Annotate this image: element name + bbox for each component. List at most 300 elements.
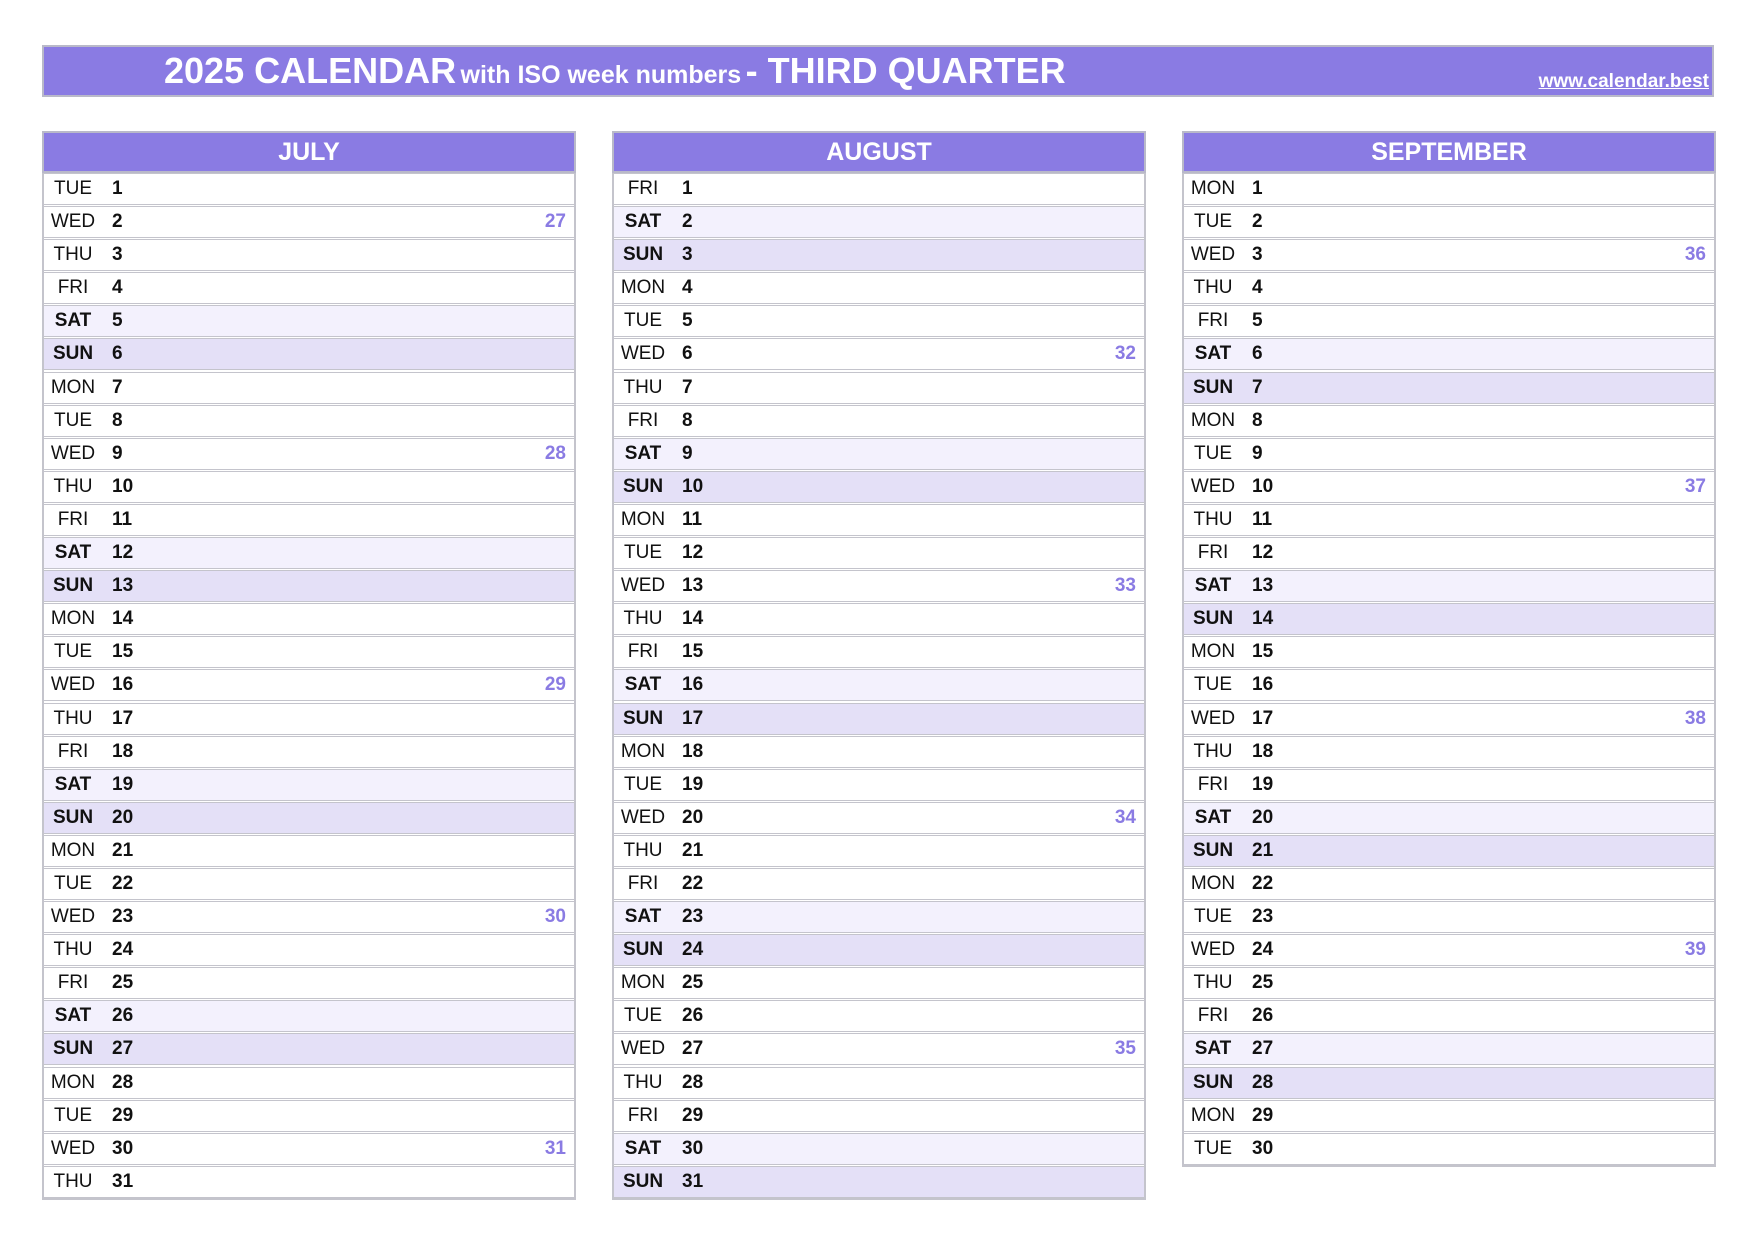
weekday-label: TUE (1194, 211, 1232, 233)
weekday-label: FRI (1197, 1005, 1229, 1027)
day-number: 24 (682, 939, 704, 961)
day-number: 8 (1252, 409, 1263, 431)
day-row (44, 438, 574, 470)
day-number: 20 (682, 806, 704, 828)
day-row (44, 1033, 574, 1065)
day-number: 1 (682, 178, 693, 199)
weekday-label: SUN (52, 806, 94, 828)
day-row (1184, 934, 1714, 966)
day-number: 4 (682, 277, 693, 299)
weekday-label: MON (620, 277, 666, 299)
day-number: 29 (682, 1104, 704, 1126)
weekday-label: THU (1193, 508, 1233, 530)
month-header: AUGUST (612, 131, 1146, 173)
weekday-label: THU (53, 707, 93, 729)
day-row (614, 305, 1144, 337)
iso-subtitle: with ISO week numbers (460, 61, 742, 89)
weekday-label: MON (620, 740, 666, 762)
day-number: 14 (112, 608, 134, 630)
day-row (614, 1000, 1144, 1032)
day-row (1184, 1100, 1714, 1132)
quarter-title: - THIRD QUARTER (745, 50, 1066, 91)
day-row (1184, 239, 1714, 271)
year-title: 2025 CALENDAR (164, 50, 457, 91)
day-number: 22 (112, 872, 134, 894)
weekday-label: WED (50, 211, 96, 233)
day-row (614, 1033, 1144, 1065)
month-header: SEPTEMBER (1182, 131, 1716, 173)
day-number: 11 (682, 508, 703, 530)
iso-week-number: 28 (544, 442, 566, 464)
weekday-label: TUE (54, 178, 92, 199)
day-number: 3 (682, 244, 693, 266)
weekday-label: FRI (627, 872, 659, 894)
day-number: 19 (1252, 773, 1274, 795)
day-number: 11 (1252, 508, 1273, 530)
day-row (1184, 636, 1714, 668)
day-number: 29 (112, 1104, 134, 1126)
weekday-label: WED (1190, 707, 1236, 729)
weekday-label: MON (1190, 641, 1236, 663)
weekday-label: SAT (624, 442, 662, 464)
day-number: 26 (112, 1005, 134, 1027)
day-number: 5 (1252, 310, 1263, 332)
weekday-label: WED (1190, 475, 1236, 497)
day-row (1184, 736, 1714, 768)
weekday-label: SUN (622, 475, 664, 497)
day-number: 8 (112, 409, 123, 431)
day-row (1184, 471, 1714, 503)
weekday-label: MON (1190, 178, 1236, 199)
day-row (44, 901, 574, 933)
day-number: 27 (1252, 1038, 1274, 1060)
day-row (44, 736, 574, 768)
day-row (44, 703, 574, 735)
day-row (614, 1166, 1144, 1198)
day-number: 21 (1252, 839, 1274, 861)
day-row (44, 173, 574, 205)
weekday-label: TUE (54, 641, 92, 663)
day-number: 28 (1252, 1071, 1274, 1093)
day-row (614, 802, 1144, 834)
weekday-label: SAT (624, 674, 662, 696)
day-row (1184, 272, 1714, 304)
day-number: 15 (112, 641, 134, 663)
day-number: 20 (1252, 806, 1274, 828)
day-row (1184, 1133, 1714, 1165)
day-number: 28 (682, 1071, 704, 1093)
day-row (1184, 868, 1714, 900)
day-number: 10 (1252, 475, 1274, 497)
day-row (44, 372, 574, 404)
day-row (44, 1166, 574, 1198)
day-number: 23 (1252, 906, 1274, 928)
day-row (44, 338, 574, 370)
day-number: 12 (1252, 542, 1274, 564)
weekday-label: FRI (1197, 310, 1229, 332)
day-row (614, 338, 1144, 370)
day-number: 1 (112, 178, 123, 199)
day-row (1184, 967, 1714, 999)
website-link[interactable]: www.calendar.best (1538, 71, 1709, 92)
day-row (44, 1067, 574, 1099)
weekday-label: THU (53, 939, 93, 961)
day-row (1184, 603, 1714, 635)
page-title (164, 51, 1066, 99)
day-number: 30 (112, 1137, 134, 1159)
weekday-label: FRI (627, 178, 659, 199)
day-number: 25 (682, 972, 704, 994)
weekday-label: SUN (622, 707, 664, 729)
weekday-label: FRI (57, 277, 89, 299)
weekday-label: FRI (627, 1104, 659, 1126)
weekday-label: FRI (57, 508, 89, 530)
day-number: 20 (112, 806, 134, 828)
day-row (44, 570, 574, 602)
day-number: 23 (112, 906, 134, 928)
iso-week-number: 30 (544, 906, 566, 928)
day-row (614, 239, 1144, 271)
day-row (44, 504, 574, 536)
day-number: 22 (1252, 872, 1274, 894)
day-number: 27 (682, 1038, 704, 1060)
weekday-label: SAT (1194, 575, 1232, 597)
day-row (1184, 504, 1714, 536)
day-number: 9 (1252, 442, 1263, 464)
day-number: 7 (1252, 376, 1263, 398)
weekday-label: MON (620, 508, 666, 530)
weekday-label: MON (50, 376, 96, 398)
weekday-label: THU (1193, 277, 1233, 299)
iso-week-number: 35 (1114, 1038, 1136, 1060)
day-row (614, 372, 1144, 404)
day-number: 12 (682, 542, 704, 564)
day-row (1184, 305, 1714, 337)
day-row (614, 537, 1144, 569)
day-row (1184, 901, 1714, 933)
day-row (44, 802, 574, 834)
day-number: 17 (112, 707, 134, 729)
weekday-label: WED (620, 575, 666, 597)
day-row (44, 835, 574, 867)
weekday-label: FRI (1197, 542, 1229, 564)
day-list (1182, 173, 1716, 1167)
day-number: 16 (112, 674, 134, 696)
weekday-label: SAT (624, 906, 662, 928)
weekday-label: MON (1190, 872, 1236, 894)
day-row (1184, 1033, 1714, 1065)
weekday-label: THU (623, 839, 663, 861)
day-number: 6 (112, 343, 123, 365)
day-row (44, 239, 574, 271)
weekday-label: TUE (624, 310, 662, 332)
weekday-label: MON (1190, 409, 1236, 431)
day-row (1184, 669, 1714, 701)
weekday-label: SUN (52, 1038, 94, 1060)
day-row (1184, 1000, 1714, 1032)
weekday-label: SUN (1192, 376, 1234, 398)
iso-week-number: 27 (544, 211, 566, 233)
weekday-label: WED (620, 1038, 666, 1060)
day-row (1184, 1067, 1714, 1099)
weekday-label: THU (623, 376, 663, 398)
weekday-label: SAT (1194, 343, 1232, 365)
weekday-label: WED (1190, 939, 1236, 961)
day-row (1184, 570, 1714, 602)
day-row (614, 603, 1144, 635)
weekday-label: TUE (54, 409, 92, 431)
iso-week-number: 33 (1114, 575, 1136, 597)
day-number: 14 (682, 608, 704, 630)
day-number: 18 (1252, 740, 1274, 762)
day-row (614, 934, 1144, 966)
day-row (614, 967, 1144, 999)
day-row (614, 868, 1144, 900)
weekday-label: TUE (624, 1005, 662, 1027)
weekday-label: SAT (1194, 1038, 1232, 1060)
day-number: 2 (1252, 211, 1263, 233)
weekday-label: WED (50, 442, 96, 464)
iso-week-number: 38 (1684, 707, 1706, 729)
day-row (44, 868, 574, 900)
day-row (614, 206, 1144, 238)
day-row (614, 901, 1144, 933)
month-july (42, 131, 576, 1200)
day-row (614, 471, 1144, 503)
day-number: 13 (682, 575, 704, 597)
weekday-label: FRI (627, 641, 659, 663)
day-row (614, 636, 1144, 668)
day-number: 12 (112, 542, 134, 564)
month-august (612, 131, 1146, 1200)
day-number: 26 (1252, 1005, 1274, 1027)
weekday-label: SUN (622, 244, 664, 266)
day-number: 18 (682, 740, 704, 762)
weekday-label: FRI (57, 972, 89, 994)
weekday-label: SAT (54, 310, 92, 332)
day-number: 31 (112, 1170, 134, 1192)
day-number: 4 (1252, 277, 1263, 299)
day-row (614, 405, 1144, 437)
weekday-label: SAT (54, 1005, 92, 1027)
day-number: 5 (112, 310, 123, 332)
day-number: 19 (112, 773, 134, 795)
weekday-label: THU (1193, 972, 1233, 994)
day-row (614, 1067, 1144, 1099)
weekday-label: SUN (52, 575, 94, 597)
iso-week-number: 36 (1684, 244, 1706, 266)
day-number: 8 (682, 409, 693, 431)
day-number: 17 (682, 707, 704, 729)
day-row (1184, 537, 1714, 569)
day-list (42, 173, 576, 1200)
weekday-label: SAT (624, 211, 662, 233)
day-number: 9 (112, 442, 123, 464)
weekday-label: SUN (1192, 839, 1234, 861)
weekday-label: SUN (1192, 608, 1234, 630)
weekday-label: SUN (622, 939, 664, 961)
day-number: 9 (682, 442, 693, 464)
day-row (1184, 802, 1714, 834)
weekday-label: WED (620, 343, 666, 365)
day-number: 15 (1252, 641, 1274, 663)
weekday-label: THU (53, 475, 93, 497)
day-number: 31 (682, 1170, 704, 1192)
month-header: JULY (42, 131, 576, 173)
day-number: 3 (1252, 244, 1263, 266)
day-row (614, 438, 1144, 470)
weekday-label: SAT (54, 773, 92, 795)
day-row (1184, 769, 1714, 801)
day-number: 6 (682, 343, 693, 365)
weekday-label: WED (50, 1137, 96, 1159)
weekday-label: SAT (624, 1137, 662, 1159)
iso-week-number: 29 (544, 674, 566, 696)
weekday-label: SUN (622, 1170, 664, 1192)
day-number: 29 (1252, 1104, 1274, 1126)
weekday-label: TUE (1194, 906, 1232, 928)
iso-week-number: 37 (1684, 475, 1706, 497)
day-number: 1 (1252, 178, 1263, 199)
day-number: 11 (112, 508, 133, 530)
weekday-label: SAT (54, 542, 92, 564)
day-row (44, 636, 574, 668)
day-row (614, 570, 1144, 602)
day-row (614, 835, 1144, 867)
day-number: 5 (682, 310, 693, 332)
day-row (614, 736, 1144, 768)
weekday-label: MON (50, 608, 96, 630)
weekday-label: THU (623, 1071, 663, 1093)
day-number: 22 (682, 872, 704, 894)
day-number: 21 (682, 839, 704, 861)
day-row (44, 1133, 574, 1165)
weekday-label: THU (1193, 740, 1233, 762)
weekday-label: FRI (1197, 773, 1229, 795)
day-row (614, 1100, 1144, 1132)
day-number: 24 (1252, 939, 1274, 961)
weekday-label: SAT (1194, 806, 1232, 828)
day-number: 10 (112, 475, 134, 497)
day-number: 21 (112, 839, 134, 861)
day-number: 10 (682, 475, 704, 497)
weekday-label: FRI (57, 740, 89, 762)
day-row (44, 305, 574, 337)
weekday-label: MON (50, 1071, 96, 1093)
weekday-label: WED (1190, 244, 1236, 266)
day-row (614, 669, 1144, 701)
weekday-label: TUE (1194, 442, 1232, 464)
day-row (1184, 835, 1714, 867)
weekday-label: TUE (54, 1104, 92, 1126)
day-number: 3 (112, 244, 123, 266)
day-row (1184, 338, 1714, 370)
day-row (44, 405, 574, 437)
weekday-label: WED (50, 674, 96, 696)
day-row (44, 669, 574, 701)
weekday-label: MON (50, 839, 96, 861)
weekday-label: WED (50, 906, 96, 928)
day-number: 7 (682, 376, 693, 398)
iso-week-number: 39 (1684, 939, 1706, 961)
day-row (1184, 438, 1714, 470)
day-number: 19 (682, 773, 704, 795)
day-row (614, 769, 1144, 801)
day-row (44, 934, 574, 966)
day-number: 13 (112, 575, 134, 597)
day-row (1184, 173, 1714, 205)
day-number: 2 (682, 211, 693, 233)
day-row (44, 1100, 574, 1132)
day-number: 7 (112, 376, 123, 398)
day-number: 4 (112, 277, 123, 299)
iso-week-number: 31 (544, 1137, 566, 1159)
weekday-label: TUE (1194, 1137, 1232, 1159)
day-number: 15 (682, 641, 704, 663)
day-row (614, 173, 1144, 205)
day-number: 26 (682, 1005, 704, 1027)
day-row (44, 769, 574, 801)
day-row (44, 272, 574, 304)
weekday-label: TUE (1194, 674, 1232, 696)
day-row (1184, 206, 1714, 238)
title-banner (42, 45, 1714, 97)
month-september (1182, 131, 1716, 1167)
weekday-label: SUN (1192, 1071, 1234, 1093)
day-number: 14 (1252, 608, 1274, 630)
day-row (614, 1133, 1144, 1165)
day-row (44, 206, 574, 238)
day-number: 17 (1252, 707, 1274, 729)
day-row (1184, 703, 1714, 735)
weekday-label: TUE (624, 542, 662, 564)
day-number: 16 (682, 674, 704, 696)
weekday-label: MON (1190, 1104, 1236, 1126)
day-number: 25 (112, 972, 134, 994)
day-row (614, 272, 1144, 304)
day-number: 2 (112, 211, 123, 233)
day-row (44, 1000, 574, 1032)
iso-week-number: 34 (1114, 806, 1136, 828)
day-number: 24 (112, 939, 134, 961)
day-number: 25 (1252, 972, 1274, 994)
day-number: 30 (1252, 1137, 1274, 1159)
weekday-label: FRI (627, 409, 659, 431)
day-number: 27 (112, 1038, 134, 1060)
weekday-label: TUE (54, 872, 92, 894)
day-number: 6 (1252, 343, 1263, 365)
day-row (44, 603, 574, 635)
day-row (614, 504, 1144, 536)
day-row (1184, 372, 1714, 404)
day-number: 28 (112, 1071, 134, 1093)
day-row (44, 471, 574, 503)
day-number: 16 (1252, 674, 1274, 696)
day-number: 30 (682, 1137, 704, 1159)
weekday-label: TUE (624, 773, 662, 795)
day-row (614, 703, 1144, 735)
day-row (1184, 405, 1714, 437)
weekday-label: THU (623, 608, 663, 630)
weekday-label: SUN (52, 343, 94, 365)
day-list (612, 173, 1146, 1200)
weekday-label: THU (53, 1170, 93, 1192)
iso-week-number: 32 (1114, 343, 1136, 365)
weekday-label: WED (620, 806, 666, 828)
day-number: 23 (682, 906, 704, 928)
day-number: 18 (112, 740, 134, 762)
weekday-label: MON (620, 972, 666, 994)
